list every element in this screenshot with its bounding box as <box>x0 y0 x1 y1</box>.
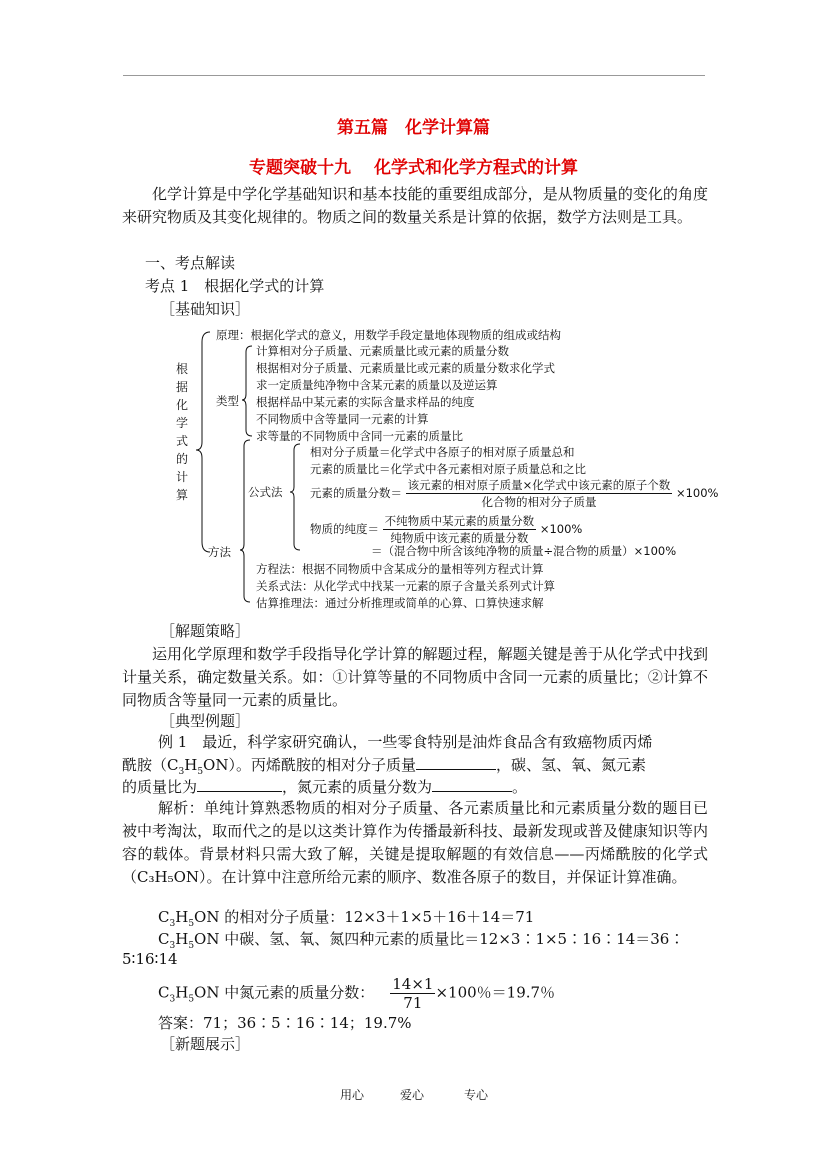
example-line-1: 例 1 最近，科学家研究确认，一些零食特别是油炸食品含有致癌物质丙烯 <box>158 733 653 751</box>
calc3-h: H <box>175 983 189 1002</box>
tree-formula-3 <box>310 477 718 510</box>
header-rule <box>123 75 705 76</box>
f3-numerator: 该元素的相对原子质量×化学式中该元素的原子个数 <box>407 478 671 492</box>
calc1-h: H <box>175 908 189 926</box>
calc2-text: ON 中碳、氢、氧、氮四种元素的质量比＝12×3∶1×5∶16∶14＝36∶ <box>194 930 685 948</box>
calc1-sub5: 5 <box>188 919 195 929</box>
tree-yuanli: 原理：根据化学式的意义，用数学手段定量地体现物质的组成或结构 <box>216 328 561 342</box>
tree-root-char: 式 <box>175 434 188 448</box>
calc3-text: ON 中氮元素的质量分数： <box>194 983 375 1002</box>
tree-type-2: 根据相对分子质量、元素质量比或元素的质量分数求化学式 <box>256 361 555 375</box>
celue-label: ［解题策略］ <box>160 622 251 640</box>
ex3-c: 。 <box>512 778 528 796</box>
calc-line-2 <box>158 928 684 951</box>
calc2-h: H <box>175 930 189 948</box>
calc-line-1 <box>158 906 534 929</box>
calc3-sub3: 3 <box>169 994 176 1005</box>
answer-line: 答案：71；36∶5∶16∶14；19.7% <box>158 1014 412 1032</box>
f4-denominator: 纯物质中该元素的质量分数 <box>390 531 529 545</box>
calc3-sub5: 5 <box>188 994 195 1005</box>
calc1-c: C <box>158 908 170 926</box>
calc3-fraction <box>390 975 435 1012</box>
example-line-2 <box>122 754 646 777</box>
ex3-a: 的质量比为 <box>122 778 198 796</box>
f3-label: 元素的质量分数＝ <box>310 486 402 500</box>
calc3-c: C <box>158 983 170 1002</box>
ex2-c: ON）。丙烯酰胺的相对分子质量 <box>203 756 416 774</box>
tree-root-char: 的 <box>175 452 188 466</box>
tree-root-char: 计 <box>175 470 188 484</box>
tree-root-char: 化 <box>175 398 188 412</box>
tree-gongshifa: 公式法 <box>248 485 283 499</box>
page-title: 第五篇 化学计算篇 <box>337 118 490 138</box>
f4-label: 物质的纯度＝ <box>310 522 379 536</box>
f4-numerator: 不纯物质中某元素的质量分数 <box>384 514 535 528</box>
page-subtitle: 专题突破十九 化学式和化学方程式的计算 <box>249 158 578 178</box>
f4-tail: ×100% <box>539 522 583 536</box>
f3-fraction <box>406 477 673 510</box>
tree-root-char: 算 <box>175 488 188 502</box>
calc3-denominator: 71 <box>403 994 423 1012</box>
tree-method-3: 估算推理法：通过分析推理或简单的心算、口算快速求解 <box>256 596 544 610</box>
tree-leixing: 类型 <box>216 394 239 408</box>
calc3-numerator: 14×1 <box>392 975 434 993</box>
f3-denominator: 化合物的相对分子质量 <box>481 495 597 509</box>
calc3-tail: ×100％＝19.7％ <box>435 983 556 1002</box>
tree-type-3: 求一定质量纯净物中含某元素的质量以及逆运算 <box>256 378 498 392</box>
intro-paragraph: 化学计算是中学化学基础知识和基本技能的重要组成部分，是从物质量的变化的角度来研究物质及其变化规律的。物质之间的数量关系是计算的依据，数学方法则是工具。 <box>122 185 708 226</box>
tree-formula-5: ＝（混合物中所含该纯净物的质量÷混合物的质量）×100% <box>371 544 677 558</box>
ex2-sub3: 3 <box>178 767 185 777</box>
ex2-b: H <box>184 756 198 774</box>
calc2-c: C <box>158 930 170 948</box>
kaodian-heading: 考点 1 根据化学式的计算 <box>145 277 325 295</box>
footer-2: 爱心 <box>400 1088 425 1102</box>
ex2-d: ，碳、氢、氧、氮元素 <box>495 756 646 774</box>
footer-3: 专心 <box>464 1088 489 1102</box>
f3-tail: ×100% <box>675 486 719 500</box>
ex2-sub5: 5 <box>197 767 204 777</box>
tree-root-char: 据 <box>175 380 188 394</box>
f4-fraction <box>383 513 537 546</box>
xinti-label: ［新题展示］ <box>160 1035 251 1053</box>
tree-formula-4 <box>310 513 582 546</box>
answer-blank-1[interactable] <box>416 755 496 770</box>
knowledge-tree <box>168 322 728 614</box>
example-line-3 <box>122 776 527 797</box>
answer-blank-3[interactable] <box>432 777 512 792</box>
footer-1: 用心 <box>340 1088 365 1102</box>
calc-line-3 <box>158 975 555 1012</box>
tree-type-1: 计算相对分子质量、元素质量比或元素的质量分数 <box>256 344 509 358</box>
jichu-label: ［基础知识］ <box>160 300 251 318</box>
dianxing-label: ［典型例题］ <box>160 712 251 730</box>
calc2-sub5: 5 <box>188 941 195 951</box>
tree-root-char: 根 <box>175 362 188 376</box>
calc-line-2b: 5∶16∶14 <box>122 950 178 968</box>
ex3-b: ，氮元素的质量分数为 <box>282 778 433 796</box>
tree-method-1: 方程法：根据不同物质中含某成分的量相等列方程式计算 <box>256 562 544 576</box>
jiexi-paragraph: 解析：单纯计算熟悉物质的相对分子质量、各元素质量比和元素质量分数的题目已被中考淘汰，取而代之的是以这类计算作为传播最新科技、最新发现或普及健康知识等内容的载体。背景材料只需大致了解，关键是提取解题的有效信息——丙烯酰胺的化学式（C₃H₅ON）。在计算中注意所给元素的顺序、数准各原子的数目，并保证计算准确。 <box>122 799 708 886</box>
tree-formula-1: 相对分子质量＝化学式中各原子的相对原子质量总和 <box>310 445 575 459</box>
calc1-text: ON 的相对分子质量：12×3＋1×5＋16＋14＝71 <box>194 908 535 926</box>
calc1-sub3: 3 <box>169 919 176 929</box>
celue-paragraph: 运用化学原理和数学手段指导化学计算的解题过程，解题关键是善于从化学式中找到计量关系，确定数量关系。如：①计算等量的不同物质中含同一元素的质量比；②计算不同物质含等量同一元素的质量比。 <box>122 645 708 709</box>
answer-blank-2[interactable] <box>197 777 282 792</box>
tree-fangfa: 方法 <box>208 545 231 559</box>
calc2-sub3: 3 <box>169 941 176 951</box>
tree-type-6: 求等量的不同物质中含同一元素的质量比 <box>256 429 463 443</box>
section-heading: 一、考点解读 <box>145 254 236 272</box>
tree-method-2: 关系式法：从化学式中找某一元素的原子含量关系列式计算 <box>256 579 555 593</box>
tree-formula-2: 元素的质量比＝化学式中各元素相对原子质量总和之比 <box>310 462 586 476</box>
tree-root-char: 学 <box>175 416 188 430</box>
tree-type-5: 不同物质中含等量同一元素的计算 <box>256 412 429 426</box>
tree-type-4: 根据样品中某元素的实际含量求样品的纯度 <box>256 395 475 409</box>
ex2-a: 酰胺（C <box>122 756 179 774</box>
